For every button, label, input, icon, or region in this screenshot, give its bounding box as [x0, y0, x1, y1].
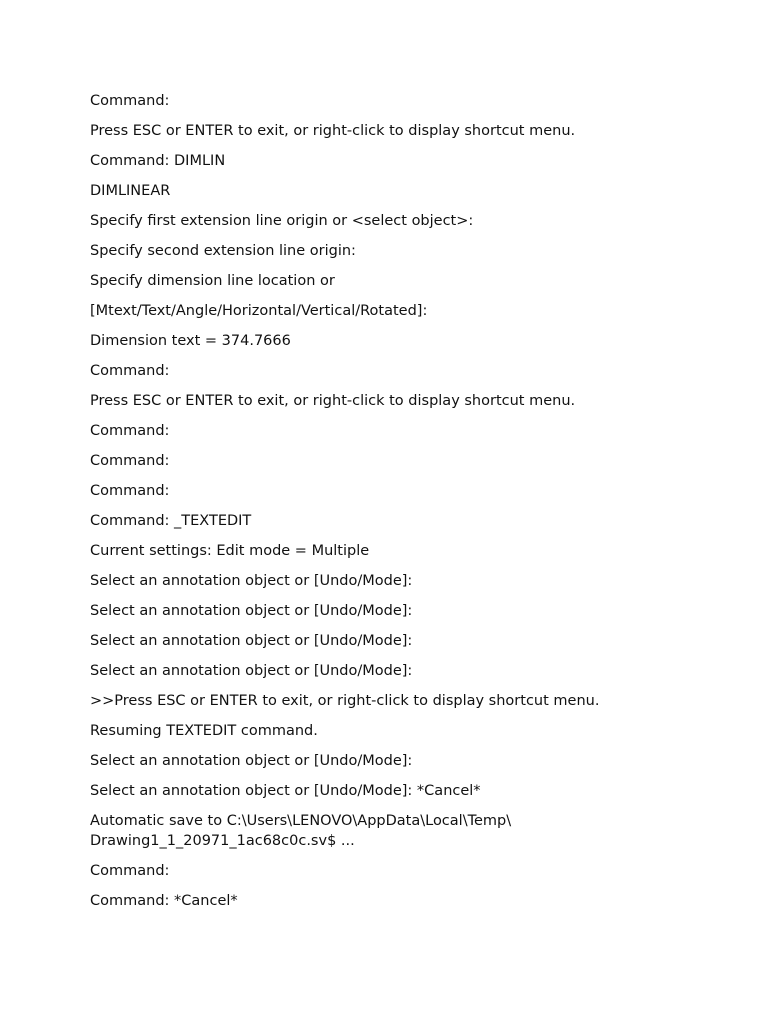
- log-line: Select an annotation object or [Undo/Mode]:: [90, 603, 413, 619]
- log-line: Select an annotation object or [Undo/Mode]:: [90, 573, 413, 589]
- log-line: Specify second extension line origin:: [90, 243, 356, 259]
- log-line: Specify first extension line origin or <select object>:: [90, 213, 474, 229]
- log-line: Command:: [90, 453, 170, 469]
- log-line: Command: *Cancel*: [90, 893, 238, 909]
- log-line: Specify dimension line location or: [90, 273, 335, 289]
- log-line: Press ESC or ENTER to exit, or right-click to display shortcut menu.: [90, 123, 576, 139]
- log-line: Resuming TEXTEDIT command.: [90, 723, 318, 739]
- log-line: Command:: [90, 423, 170, 439]
- log-line: Command:: [90, 93, 170, 109]
- log-line: Select an annotation object or [Undo/Mode]:: [90, 663, 413, 679]
- log-line: Command:: [90, 363, 170, 379]
- log-line: Current settings: Edit mode = Multiple: [90, 543, 370, 559]
- log-line: Command: DIMLIN: [90, 153, 226, 169]
- log-line: Dimension text = 374.7666: [90, 333, 291, 349]
- autosave-file-line: Drawing1_1_20971_1ac68c0c.sv$ ...: [90, 833, 355, 849]
- log-line: [Mtext/Text/Angle/Horizontal/Vertical/Rotated]:: [90, 303, 428, 319]
- log-line: Press ESC or ENTER to exit, or right-click to display shortcut menu.: [90, 393, 576, 409]
- log-line: DIMLINEAR: [90, 183, 171, 199]
- log-line: Command: _TEXTEDIT: [90, 513, 252, 529]
- log-line: >>Press ESC or ENTER to exit, or right-click to display shortcut menu.: [90, 693, 600, 709]
- log-line: Command:: [90, 863, 170, 879]
- log-line: Command:: [90, 483, 170, 499]
- autosave-path-line: Automatic save to C:\Users\LENOVO\AppData\Local\Temp\: [90, 813, 512, 829]
- command-log: [90, 91, 730, 921]
- autosave-message: [90, 811, 730, 851]
- log-line: Select an annotation object or [Undo/Mode]:: [90, 753, 413, 769]
- log-line: Select an annotation object or [Undo/Mode]:: [90, 633, 413, 649]
- log-line: Select an annotation object or [Undo/Mode]: *Cancel*: [90, 783, 481, 799]
